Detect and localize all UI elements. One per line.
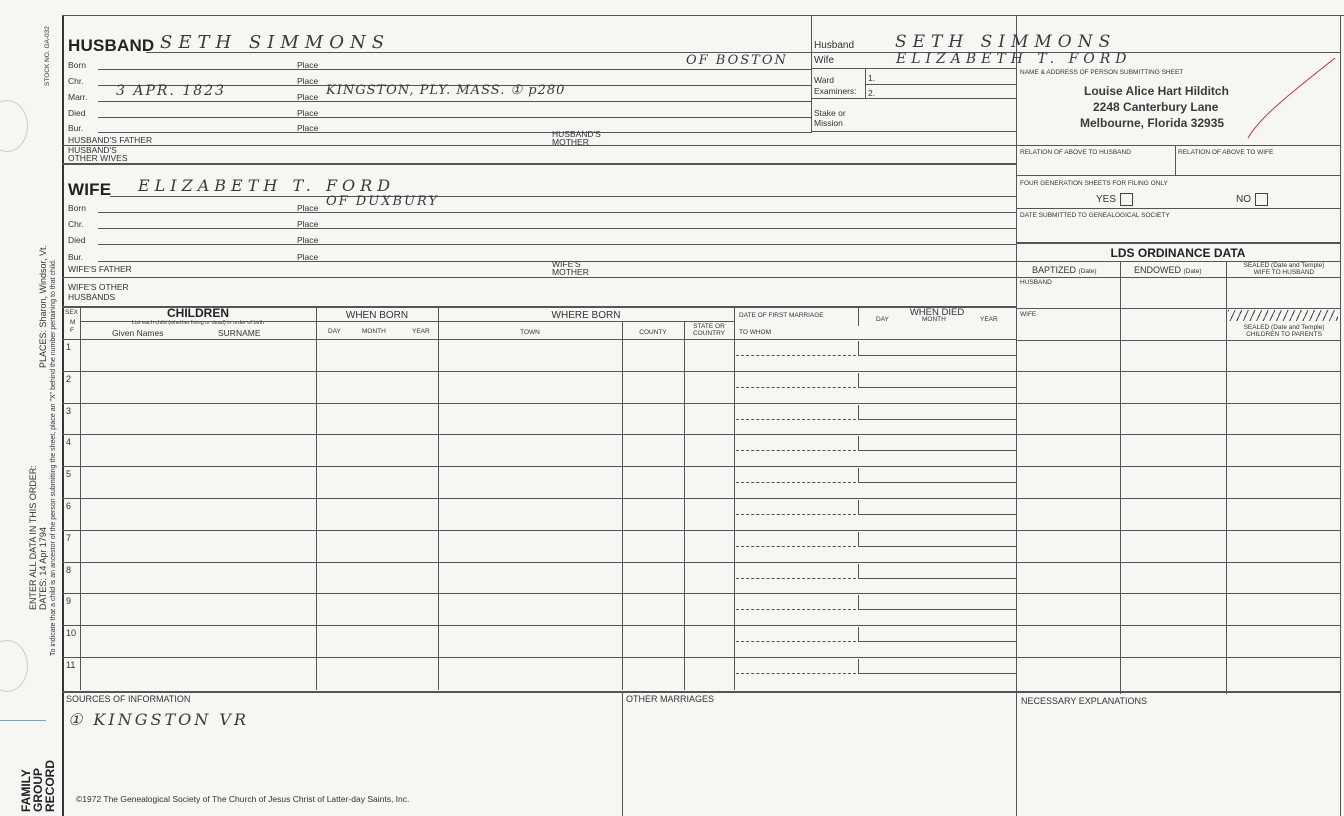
- wife-chr-line: [98, 228, 1016, 229]
- husband-born-place-label: Place: [297, 60, 319, 70]
- sealed-wife-2: WIFE TO HUSBAND: [1253, 269, 1315, 276]
- wife-born-place: OF DUXBURY: [326, 194, 439, 209]
- lds-husband-line: [1016, 308, 1340, 309]
- child-row-number: 6: [66, 501, 72, 511]
- source-1: ① KINGSTON VR: [68, 710, 249, 729]
- child-row-number: 8: [66, 565, 72, 575]
- form-title-3: RECORD: [43, 759, 57, 812]
- yes-checkbox[interactable]: [1120, 193, 1133, 206]
- born-year-label: YEAR: [412, 328, 430, 335]
- children-table-end: [62, 691, 1340, 693]
- died-tick: [858, 500, 859, 514]
- marriage-dash-line: [736, 450, 856, 451]
- hb-examiners-label: Examiners:: [814, 86, 857, 96]
- lds-wife-line: [1016, 340, 1340, 341]
- submitter-city: Melbourne, Florida 32935: [1080, 116, 1225, 130]
- sex-label: SEX: [65, 309, 79, 316]
- child-row-number: 4: [66, 437, 72, 447]
- relation-husband-label: RELATION OF ABOVE TO HUSBAND: [1020, 149, 1131, 156]
- left-border: [62, 15, 64, 816]
- copyright: ©1972 The Genealogical Society of The Church of Jesus Christ of Latter-day Saints, Inc.: [76, 794, 410, 804]
- no-checkbox[interactable]: [1255, 193, 1268, 206]
- died-day-label: DAY: [876, 316, 889, 323]
- header-divider: [811, 15, 812, 133]
- born-month-label: MONTH: [362, 328, 386, 335]
- col-county: [684, 321, 685, 690]
- husband-father-label: HUSBAND'S FATHER: [68, 135, 153, 145]
- died-tick: [858, 532, 859, 546]
- lds-husband-label: HUSBAND: [1020, 279, 1052, 286]
- husband-bur-place-label: Place: [297, 123, 319, 133]
- died-tick: [858, 341, 859, 355]
- husband-father-line: [62, 145, 1016, 146]
- lds-wife-label: WIFE: [1020, 311, 1037, 318]
- wife-bur-place-label: Place: [297, 252, 319, 262]
- top-border: [62, 15, 1344, 16]
- husband-born-place: OF BOSTON: [686, 53, 788, 68]
- submitter-street: 2248 Canterbury Lane: [1093, 100, 1219, 114]
- hb-examiner-2: 2.: [868, 88, 876, 98]
- surname-label: SURNAME: [218, 328, 261, 338]
- explanations-label: NECESSARY EXPLANATIONS: [1021, 696, 1148, 706]
- row-line: [62, 593, 1340, 594]
- lds-col-1: [1120, 261, 1121, 694]
- died-line: [858, 578, 1016, 579]
- child-row-number: 9: [66, 596, 72, 606]
- died-tick: [858, 405, 859, 419]
- punch-hole: [0, 640, 28, 692]
- hb-stake: Stake or: [814, 108, 846, 118]
- wife-died-line: [98, 244, 1016, 245]
- died-tick: [858, 627, 859, 641]
- child-row-number: 3: [66, 406, 72, 416]
- other-marriages-label: OTHER MARRIAGES: [626, 694, 715, 704]
- died-tick: [858, 659, 859, 673]
- sealed-children-1: SEALED (Date and Temple): [1243, 324, 1325, 331]
- marriage-dash-line: [736, 514, 856, 515]
- wife-name-line: [110, 196, 1016, 197]
- child-row-number: 7: [66, 533, 72, 543]
- punch-hole: [0, 100, 28, 152]
- endowed-label: ENDOWED: [1134, 265, 1181, 275]
- wife-father-label: WIFE'S FATHER: [68, 264, 132, 274]
- first-marriage-label: DATE OF FIRST MARRIAGE: [739, 312, 824, 319]
- sex-f: F: [70, 327, 74, 334]
- husband-name: SETH SIMMONS: [160, 32, 391, 53]
- wife-born-label: Born: [68, 203, 86, 213]
- died-line: [858, 419, 1016, 420]
- husband-section-end: [62, 163, 1016, 165]
- hb-wife-value: ELIZABETH T. FORD: [896, 51, 1132, 67]
- relation-divider: [1175, 145, 1176, 175]
- date-submitted-label: DATE SUBMITTED TO GENEALOGICAL SOCIETY: [1020, 212, 1170, 219]
- children-header-end: [62, 339, 1016, 340]
- child-row-number: 10: [66, 628, 77, 638]
- marriage-dash-line: [736, 673, 856, 674]
- town-label: TOWN: [520, 329, 540, 336]
- wife-bur-label: Bur.: [68, 252, 84, 262]
- husband-marr-place-label: Place: [297, 92, 319, 102]
- wife-father-line: [62, 277, 1016, 278]
- row-line: [62, 498, 1340, 499]
- four-gen-end-line: [1016, 208, 1340, 209]
- marriage-dash-line: [736, 641, 856, 642]
- wife-chr-label: Chr.: [68, 219, 84, 229]
- right-column-divider: [1016, 15, 1017, 816]
- no-label: NO: [1236, 194, 1251, 206]
- date-submitted-end-line: [1016, 242, 1340, 244]
- husband-other-wives-2: OTHER WIVES: [68, 153, 128, 163]
- baptized-date-label: (Date): [1078, 268, 1097, 275]
- baptized-label: BAPTIZED: [1032, 265, 1077, 275]
- died-tick: [858, 468, 859, 482]
- row-line: [62, 657, 1340, 658]
- row-line: [62, 371, 1340, 372]
- submitter-end-line: [1016, 145, 1340, 146]
- hb-husband-value: SETH SIMMONS: [895, 32, 1117, 52]
- row-line: [62, 625, 1340, 626]
- hb-stake-label: [814, 108, 846, 128]
- husband-marr-date: 3 APR. 1823: [116, 83, 226, 99]
- died-line: [858, 387, 1016, 388]
- died-tick: [858, 564, 859, 578]
- died-line: [858, 641, 1016, 642]
- wife-heading: WIFE: [68, 180, 112, 199]
- given-names-label: Given Names: [112, 328, 164, 338]
- died-tick: [858, 373, 859, 387]
- four-gen-label: FOUR GENERATION SHEETS FOR FILING ONLY: [1020, 180, 1168, 187]
- wife-mother-label-2: MOTHER: [552, 267, 589, 277]
- husband-died-line: [98, 117, 811, 118]
- marriage-dash-line: [736, 609, 856, 610]
- other-marriages-divider: [622, 691, 623, 816]
- children-title: CHILDREN: [167, 306, 229, 320]
- husband-died-label: Died: [68, 108, 86, 118]
- state-label-2: COUNTRY: [692, 330, 726, 337]
- hb-husband-label: Husband: [814, 40, 855, 51]
- lds-endowed: [1134, 265, 1202, 275]
- endowed-date-label: (Date): [1183, 268, 1202, 275]
- died-line: [858, 482, 1016, 483]
- wife-other-husbands-1: WIFE'S OTHER: [68, 282, 129, 292]
- lds-col-2: [1226, 261, 1227, 694]
- lds-header-line: [1016, 277, 1340, 278]
- husband-chr-place-label: Place: [297, 76, 319, 86]
- wife-died-place-label: Place: [297, 235, 319, 245]
- husband-marr-label: Marr.: [68, 92, 88, 102]
- marriage-dash-line: [736, 387, 856, 388]
- hb-examiner-line: [865, 84, 1016, 85]
- where-born-label: WHERE BORN: [551, 310, 621, 321]
- died-line: [858, 673, 1016, 674]
- ancestor-instruction: To indicate that a child is an ancestor of the person submitting the sheet, place an "X" behind the number pertaining to that child.: [50, 259, 57, 656]
- wife-mother-label-1: WIFE'S: [552, 259, 581, 269]
- died-line: [858, 609, 1016, 610]
- marriage-dash-line: [736, 578, 856, 579]
- husband-marr-place: KINGSTON, PLY. MASS. ① p280: [326, 83, 566, 98]
- husband-bur-line: [98, 132, 811, 133]
- children-instruction: List each child (whether living or dead) in order of birth: [131, 320, 265, 326]
- county-label: COUNTY: [639, 329, 667, 336]
- hb-ward-line: [811, 98, 1016, 99]
- hb-examiners-divider: [865, 68, 866, 98]
- four-gen-no[interactable]: [1236, 193, 1268, 206]
- relation-end-line: [1016, 175, 1340, 176]
- row-line: [62, 403, 1340, 404]
- died-tick: [858, 595, 859, 609]
- right-border: [1340, 15, 1341, 816]
- sealed-children-2: CHILDREN TO PARENTS: [1246, 331, 1322, 338]
- hb-ward-label: Ward: [814, 75, 834, 85]
- when-died-label: WHEN DIED: [909, 307, 965, 318]
- child-row-number: 2: [66, 374, 72, 384]
- four-gen-yes[interactable]: [1096, 193, 1133, 206]
- col-died: [858, 306, 859, 326]
- child-row-number: 11: [66, 660, 76, 670]
- husband-other-wives-label: [68, 146, 128, 162]
- child-row-number: 1: [66, 342, 72, 352]
- submitter-label: NAME & ADDRESS OF PERSON SUBMITTING SHEET: [1020, 69, 1184, 76]
- hb-stake-line: [811, 131, 1016, 132]
- husband-marr-line: [98, 101, 811, 102]
- hb-wife-line: [811, 68, 1016, 69]
- row-line: [62, 562, 1340, 563]
- marriage-dash-line: [736, 482, 856, 483]
- children-subheader-line: [80, 321, 734, 322]
- when-born-label: WHEN BORN: [345, 310, 409, 321]
- row-line: [62, 434, 1340, 435]
- born-day-label: DAY: [328, 328, 341, 335]
- places-note: PLACES: Sharon, Windsor, Vt.: [38, 244, 48, 368]
- husband-mother-label-1: HUSBAND'S: [552, 129, 601, 139]
- hb-wife-label: Wife: [814, 55, 834, 66]
- lds-sealed-wife: [1228, 262, 1340, 276]
- hb-examiner-1: 1.: [868, 73, 876, 83]
- marriage-dash-line: [736, 546, 856, 547]
- submitter-name: Louise Alice Hart Hilditch: [1084, 84, 1229, 98]
- hb-mission: Mission: [814, 118, 843, 128]
- order-note-2: DATES: 14 Apr 1794: [38, 527, 48, 610]
- order-note-1: ENTER ALL DATA IN THIS ORDER:: [28, 465, 38, 610]
- wife-other-husbands-label: [68, 282, 129, 302]
- to-whom-label: TO WHOM: [739, 329, 772, 336]
- relation-wife-label: RELATION OF ABOVE TO WIFE: [1178, 149, 1274, 156]
- stock-number: STOCK NO. GA-032: [44, 26, 51, 86]
- wife-born-line: [98, 212, 1016, 213]
- wife-chr-place-label: Place: [297, 219, 319, 229]
- husband-heading: HUSBAND: [68, 36, 155, 55]
- marriage-dash-line: [736, 355, 856, 356]
- husband-mother-label-2: MOTHER: [552, 137, 589, 147]
- form-title-1: FAMILY: [19, 769, 33, 812]
- child-row-number: 5: [66, 469, 72, 479]
- form-title: [20, 760, 56, 812]
- wife-mother-label: [552, 260, 589, 276]
- sex-m: M: [70, 319, 76, 326]
- died-month-label: MONTH: [922, 316, 946, 323]
- husband-died-place-label: Place: [297, 108, 319, 118]
- col-town: [622, 321, 623, 690]
- lds-baptized: [1032, 265, 1097, 275]
- sources-label: SOURCES OF INFORMATION: [66, 694, 191, 704]
- husband-bur-label: Bur.: [68, 123, 84, 133]
- husband-other-wives-1: HUSBAND'S: [68, 145, 117, 155]
- form-title-2: GROUP: [31, 767, 45, 812]
- wife-died-label: Died: [68, 235, 86, 245]
- husband-chr-label: Chr.: [68, 76, 84, 86]
- wife-other-husbands-2: HUSBANDS: [68, 292, 116, 302]
- died-line: [858, 514, 1016, 515]
- hatched-area: [1228, 310, 1338, 321]
- pen-mark: [1200, 56, 1340, 146]
- husband-mother-label: [552, 130, 601, 146]
- tab-mark: [0, 720, 46, 721]
- husband-born-line: [98, 69, 811, 70]
- wife-born-place-label: Place: [297, 203, 319, 213]
- died-line: [858, 546, 1016, 547]
- died-line: [858, 355, 1016, 356]
- wife-name: ELIZABETH T. FORD: [138, 176, 396, 195]
- husband-born-label: Born: [68, 60, 86, 70]
- state-label: [684, 323, 734, 337]
- lds-title: LDS ORDINANCE DATA: [1110, 246, 1246, 260]
- row-line: [62, 466, 1340, 467]
- row-line: [62, 530, 1340, 531]
- state-label-1: STATE OR: [693, 323, 725, 330]
- died-tick: [858, 436, 859, 450]
- died-year-label: YEAR: [980, 316, 998, 323]
- died-line: [858, 450, 1016, 451]
- lds-sealed-children: [1228, 324, 1340, 338]
- yes-label: YES: [1096, 194, 1117, 206]
- marriage-dash-line: [736, 419, 856, 420]
- sealed-wife-1: SEALED (Date and Temple): [1243, 262, 1325, 269]
